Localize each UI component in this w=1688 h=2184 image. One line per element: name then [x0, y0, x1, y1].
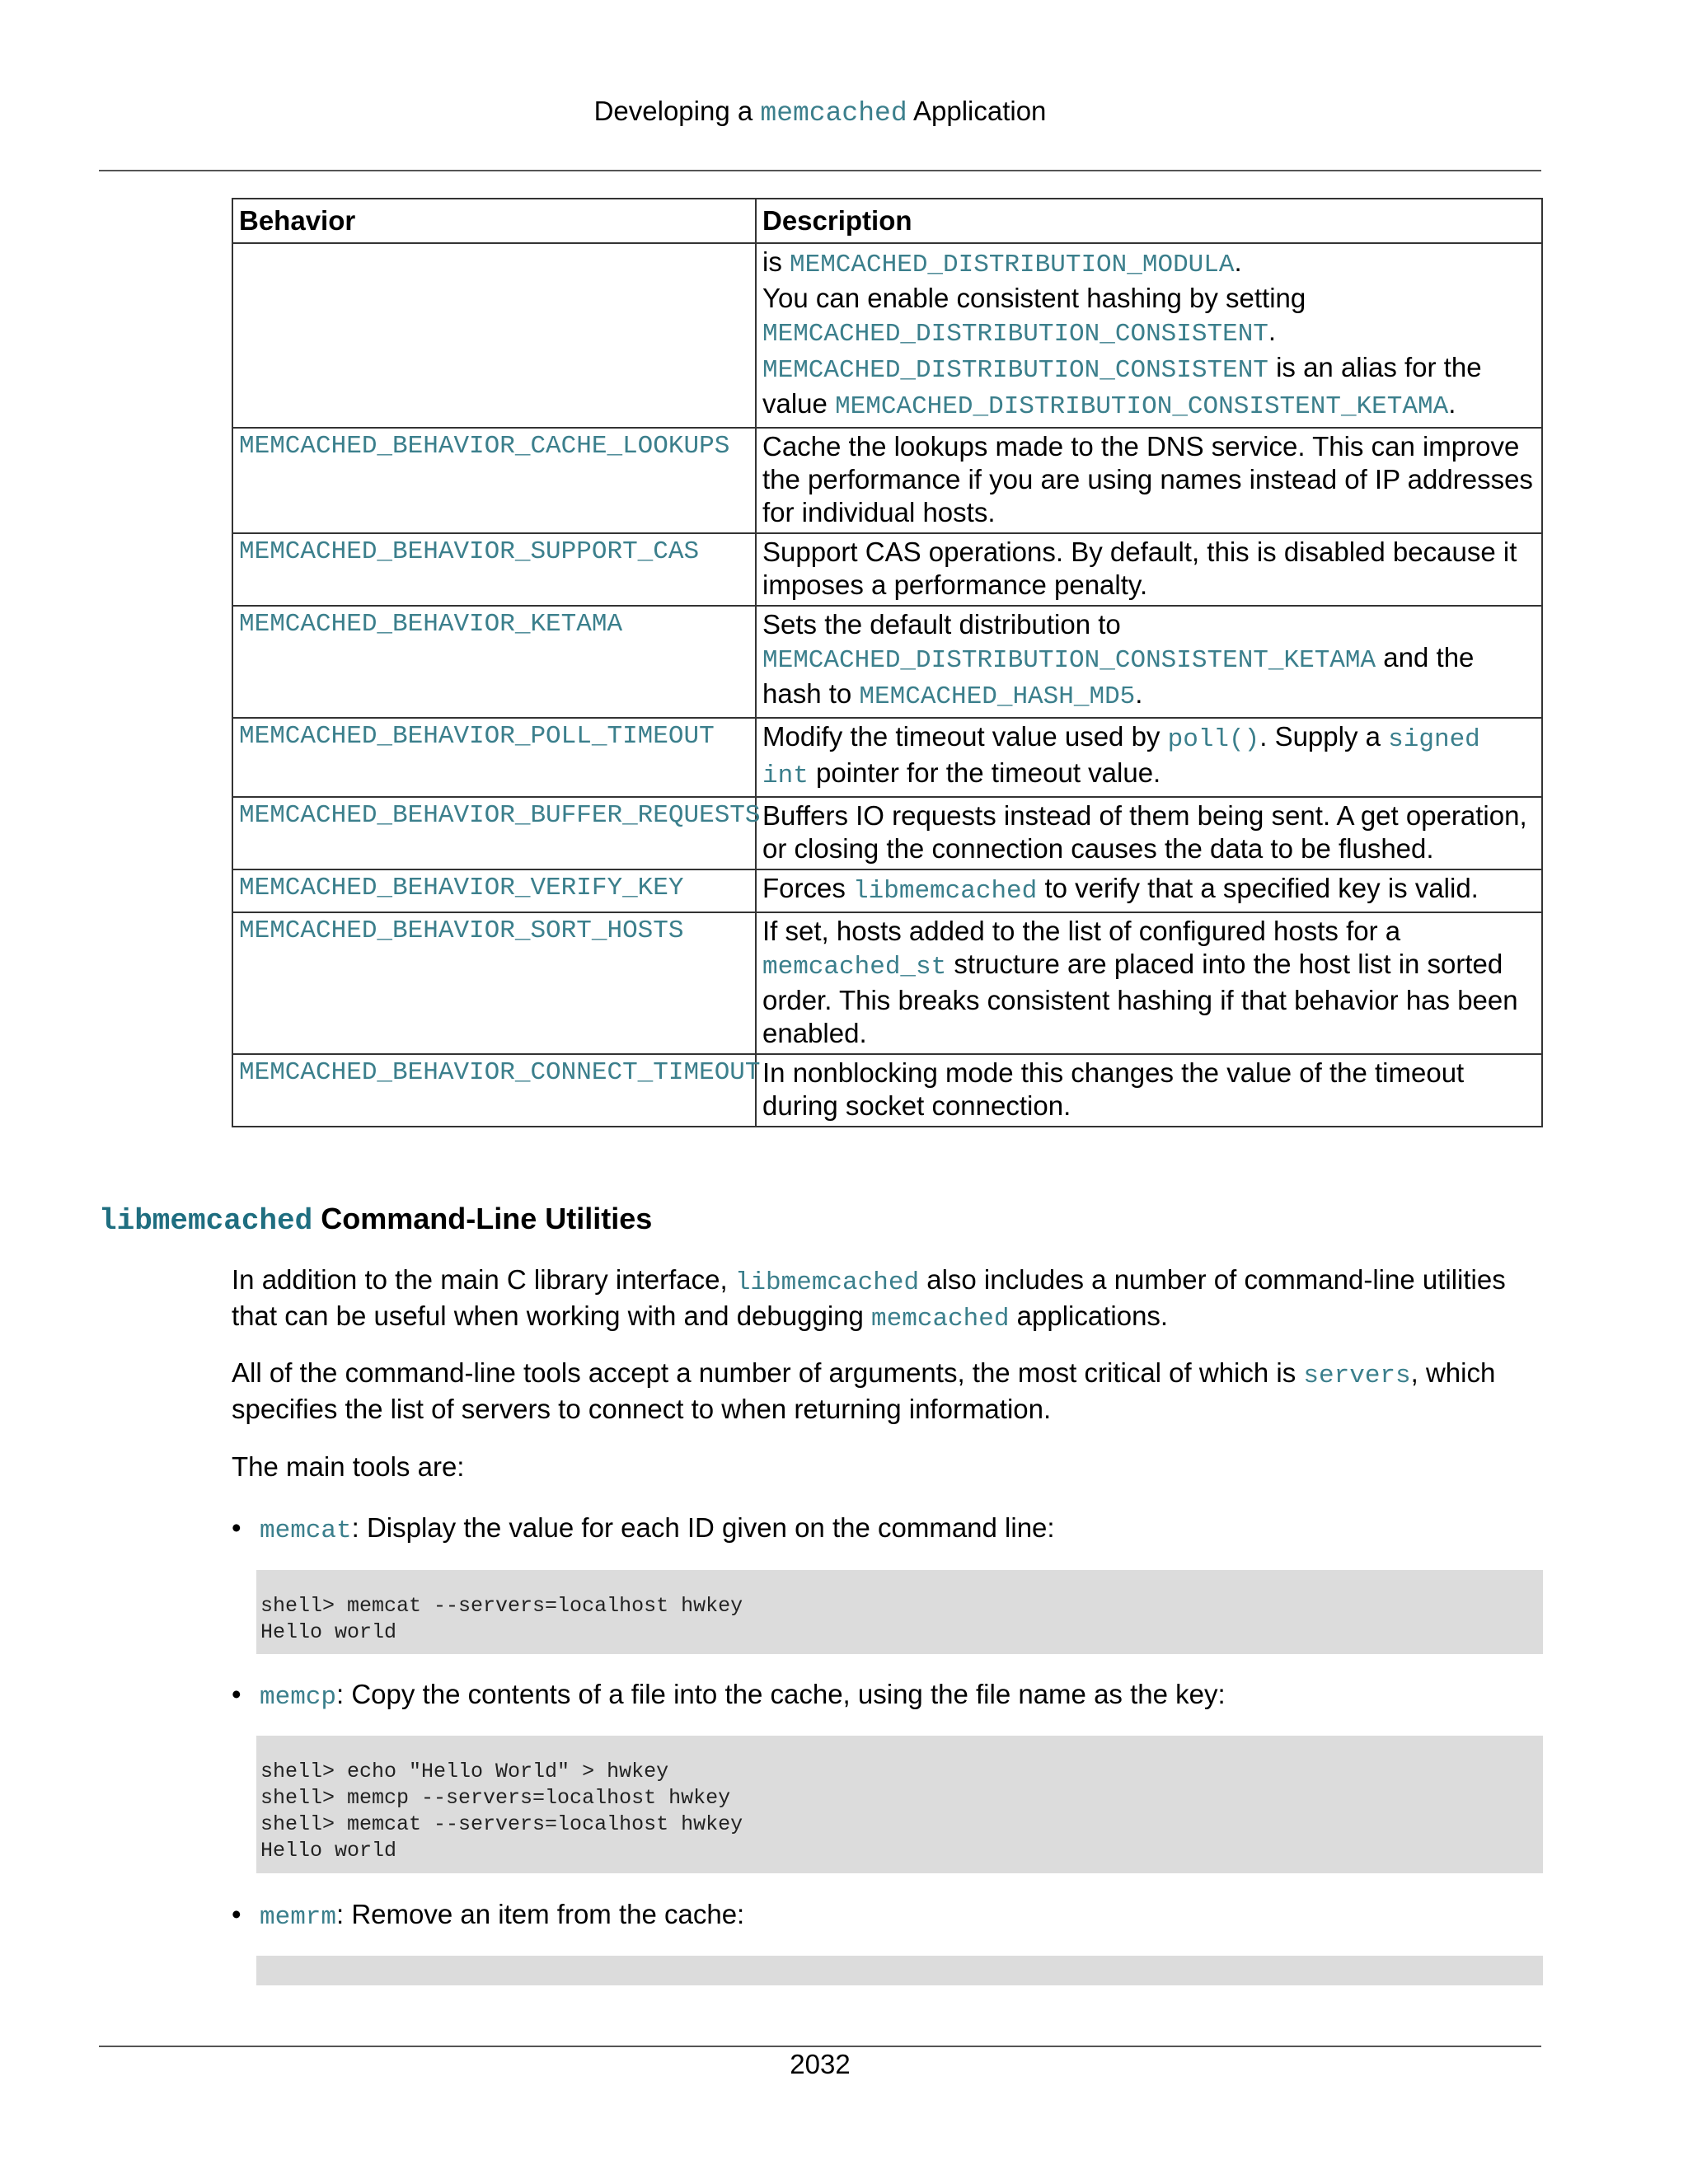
table-row: [232, 869, 1542, 912]
list-item: [232, 1678, 1226, 1714]
desc-text: .: [1234, 246, 1242, 277]
table-row: [232, 533, 1542, 606]
desc-code: memcached_st: [762, 953, 947, 982]
behavior-name: MEMCACHED_BEHAVIOR_SORT_HOSTS: [232, 912, 756, 1054]
list-item: [232, 1898, 744, 1934]
behavior-name: MEMCACHED_BEHAVIOR_CONNECT_TIMEOUT: [232, 1054, 756, 1127]
table-row: [232, 797, 1542, 869]
page-number: 2032: [790, 2049, 851, 2079]
desc-code: int: [762, 762, 809, 790]
desc-text: .: [1448, 388, 1456, 419]
description-cell: [756, 718, 1542, 797]
behavior-name: MEMCACHED_BEHAVIOR_VERIFY_KEY: [232, 869, 756, 912]
desc-text: and the: [1376, 642, 1475, 673]
table-header-row: [232, 199, 1542, 243]
code-block: [256, 1736, 1543, 1873]
desc-text: If set, hosts added to the list of configured hosts for a: [762, 916, 1401, 946]
desc-text: hash to: [762, 678, 860, 709]
para-text: In addition to the main C library interface,: [232, 1264, 735, 1295]
desc-code: MEMCACHED_DISTRIBUTION_CONSISTENT_KETAMA: [835, 392, 1449, 421]
code-text: shell> echo "Hello World" > hwkey shell> memcp --servers=localhost hwkey shell> memcat --servers=localhost hwkey Hello world: [260, 1760, 743, 1863]
para-text: , which specifies the list of servers to connect to when returning information.: [232, 1357, 1496, 1424]
table-row: [232, 912, 1542, 1054]
column-header-behavior: Behavior: [232, 199, 756, 243]
desc-code: libmemcached: [853, 877, 1038, 906]
desc-text: value: [762, 388, 836, 419]
command-name: memcp: [260, 1683, 337, 1712]
table-row: [232, 428, 1542, 533]
desc-text: .: [1268, 316, 1277, 346]
desc-code: signed: [1388, 725, 1480, 754]
table-row: [232, 718, 1542, 797]
bullet-icon: •: [232, 1679, 241, 1709]
table-row: [232, 1054, 1542, 1127]
list-item-text: : Copy the contents of a file into the cache, using the file name as the key:: [336, 1679, 1226, 1709]
para-code: memcached: [871, 1305, 1010, 1333]
behavior-name: MEMCACHED_BEHAVIOR_POLL_TIMEOUT: [232, 718, 756, 797]
desc-text: . Supply a: [1259, 721, 1389, 752]
code-block: [256, 1570, 1543, 1654]
behavior-name: MEMCACHED_BEHAVIOR_BUFFER_REQUESTS: [232, 797, 756, 869]
description-cell: [756, 606, 1542, 718]
description-cell: Cache the lookups made to the DNS service. This can improve the performance if you are using names instead of IP addresses for individual hosts.: [756, 428, 1542, 533]
table-row: [232, 243, 1542, 428]
behavior-table: [232, 198, 1543, 1127]
desc-text: Sets the default distribution to: [762, 609, 1121, 640]
paragraph-arguments: [232, 1357, 1542, 1426]
behavior-name: MEMCACHED_BEHAVIOR_SUPPORT_CAS: [232, 533, 756, 606]
code-text: shell> memcat --servers=localhost hwkey Hello world: [260, 1594, 743, 1644]
column-header-description: Description: [756, 199, 1542, 243]
desc-code: MEMCACHED_DISTRIBUTION_CONSISTENT_KETAMA: [762, 646, 1376, 675]
paragraph-main-tools: The main tools are:: [232, 1451, 465, 1482]
description-cell: Buffers IO requests instead of them being sent. A get operation, or closing the connection causes the data to be flushed.: [756, 797, 1542, 869]
header-rule: [99, 170, 1541, 171]
desc-text: is an alias for the: [1268, 352, 1482, 382]
bullet-icon: •: [232, 1512, 241, 1543]
description-cell: Support CAS operations. By default, this is disabled because it imposes a performance penalty.: [756, 533, 1542, 606]
section-heading-code: libmemcached: [99, 1204, 313, 1238]
para-text: also includes a number of command-line utilities that can be useful when working with and debugging: [232, 1264, 1506, 1331]
section-heading-text: Command-Line Utilities: [312, 1202, 653, 1235]
desc-code: MEMCACHED_DISTRIBUTION_CONSISTENT: [762, 320, 1268, 349]
header-text-after: Application: [907, 96, 1047, 126]
desc-text: You can enable consistent hashing by setting: [762, 283, 1306, 313]
description-cell: [756, 869, 1542, 912]
header-text-before: Developing a: [593, 96, 761, 126]
behavior-name: MEMCACHED_BEHAVIOR_KETAMA: [232, 606, 756, 718]
page-header: [0, 96, 1640, 129]
list-item-text: : Display the value for each ID given on the command line:: [351, 1512, 1055, 1543]
description-cell: [756, 243, 1542, 428]
list-item: [232, 1511, 1055, 1548]
description-cell: [756, 912, 1542, 1054]
desc-code: MEMCACHED_DISTRIBUTION_CONSISTENT: [762, 356, 1268, 385]
desc-code: MEMCACHED_DISTRIBUTION_MODULA: [790, 251, 1235, 279]
section-heading: [99, 1202, 652, 1238]
list-item-text: : Remove an item from the cache:: [336, 1899, 745, 1929]
command-name: memcat: [260, 1516, 352, 1545]
desc-text: pointer for the timeout value.: [808, 757, 1161, 788]
table-row: [232, 606, 1542, 718]
desc-text: structure are placed into the host list in sorted order. This breaks consistent hashing if that behavior has been enabled.: [762, 949, 1518, 1048]
bullet-icon: •: [232, 1899, 241, 1929]
para-text: applications.: [1009, 1301, 1169, 1331]
footer-rule: [99, 2046, 1541, 2047]
para-code: libmemcached: [734, 1268, 920, 1297]
description-cell: In nonblocking mode this changes the value of the timeout during socket connection.: [756, 1054, 1542, 1127]
behavior-name: MEMCACHED_BEHAVIOR_CACHE_LOOKUPS: [232, 428, 756, 533]
command-name: memrm: [260, 1903, 337, 1932]
code-block: [256, 1956, 1543, 1985]
para-text: All of the command-line tools accept a number of arguments, the most critical of which is: [232, 1357, 1304, 1388]
header-code: memcached: [760, 98, 907, 129]
desc-text: to verify that a specified key is valid.: [1037, 873, 1479, 903]
desc-code: MEMCACHED_HASH_MD5: [859, 682, 1136, 711]
desc-text: is: [762, 246, 790, 277]
behavior-cell: [232, 243, 756, 428]
desc-text: Forces: [762, 873, 854, 903]
desc-text: .: [1135, 678, 1143, 709]
paragraph-intro: [232, 1263, 1542, 1336]
para-code: servers: [1303, 1361, 1411, 1390]
desc-text: Modify the timeout value used by: [762, 721, 1168, 752]
desc-code: poll(): [1167, 725, 1260, 754]
code-text: [256, 1956, 1543, 1985]
